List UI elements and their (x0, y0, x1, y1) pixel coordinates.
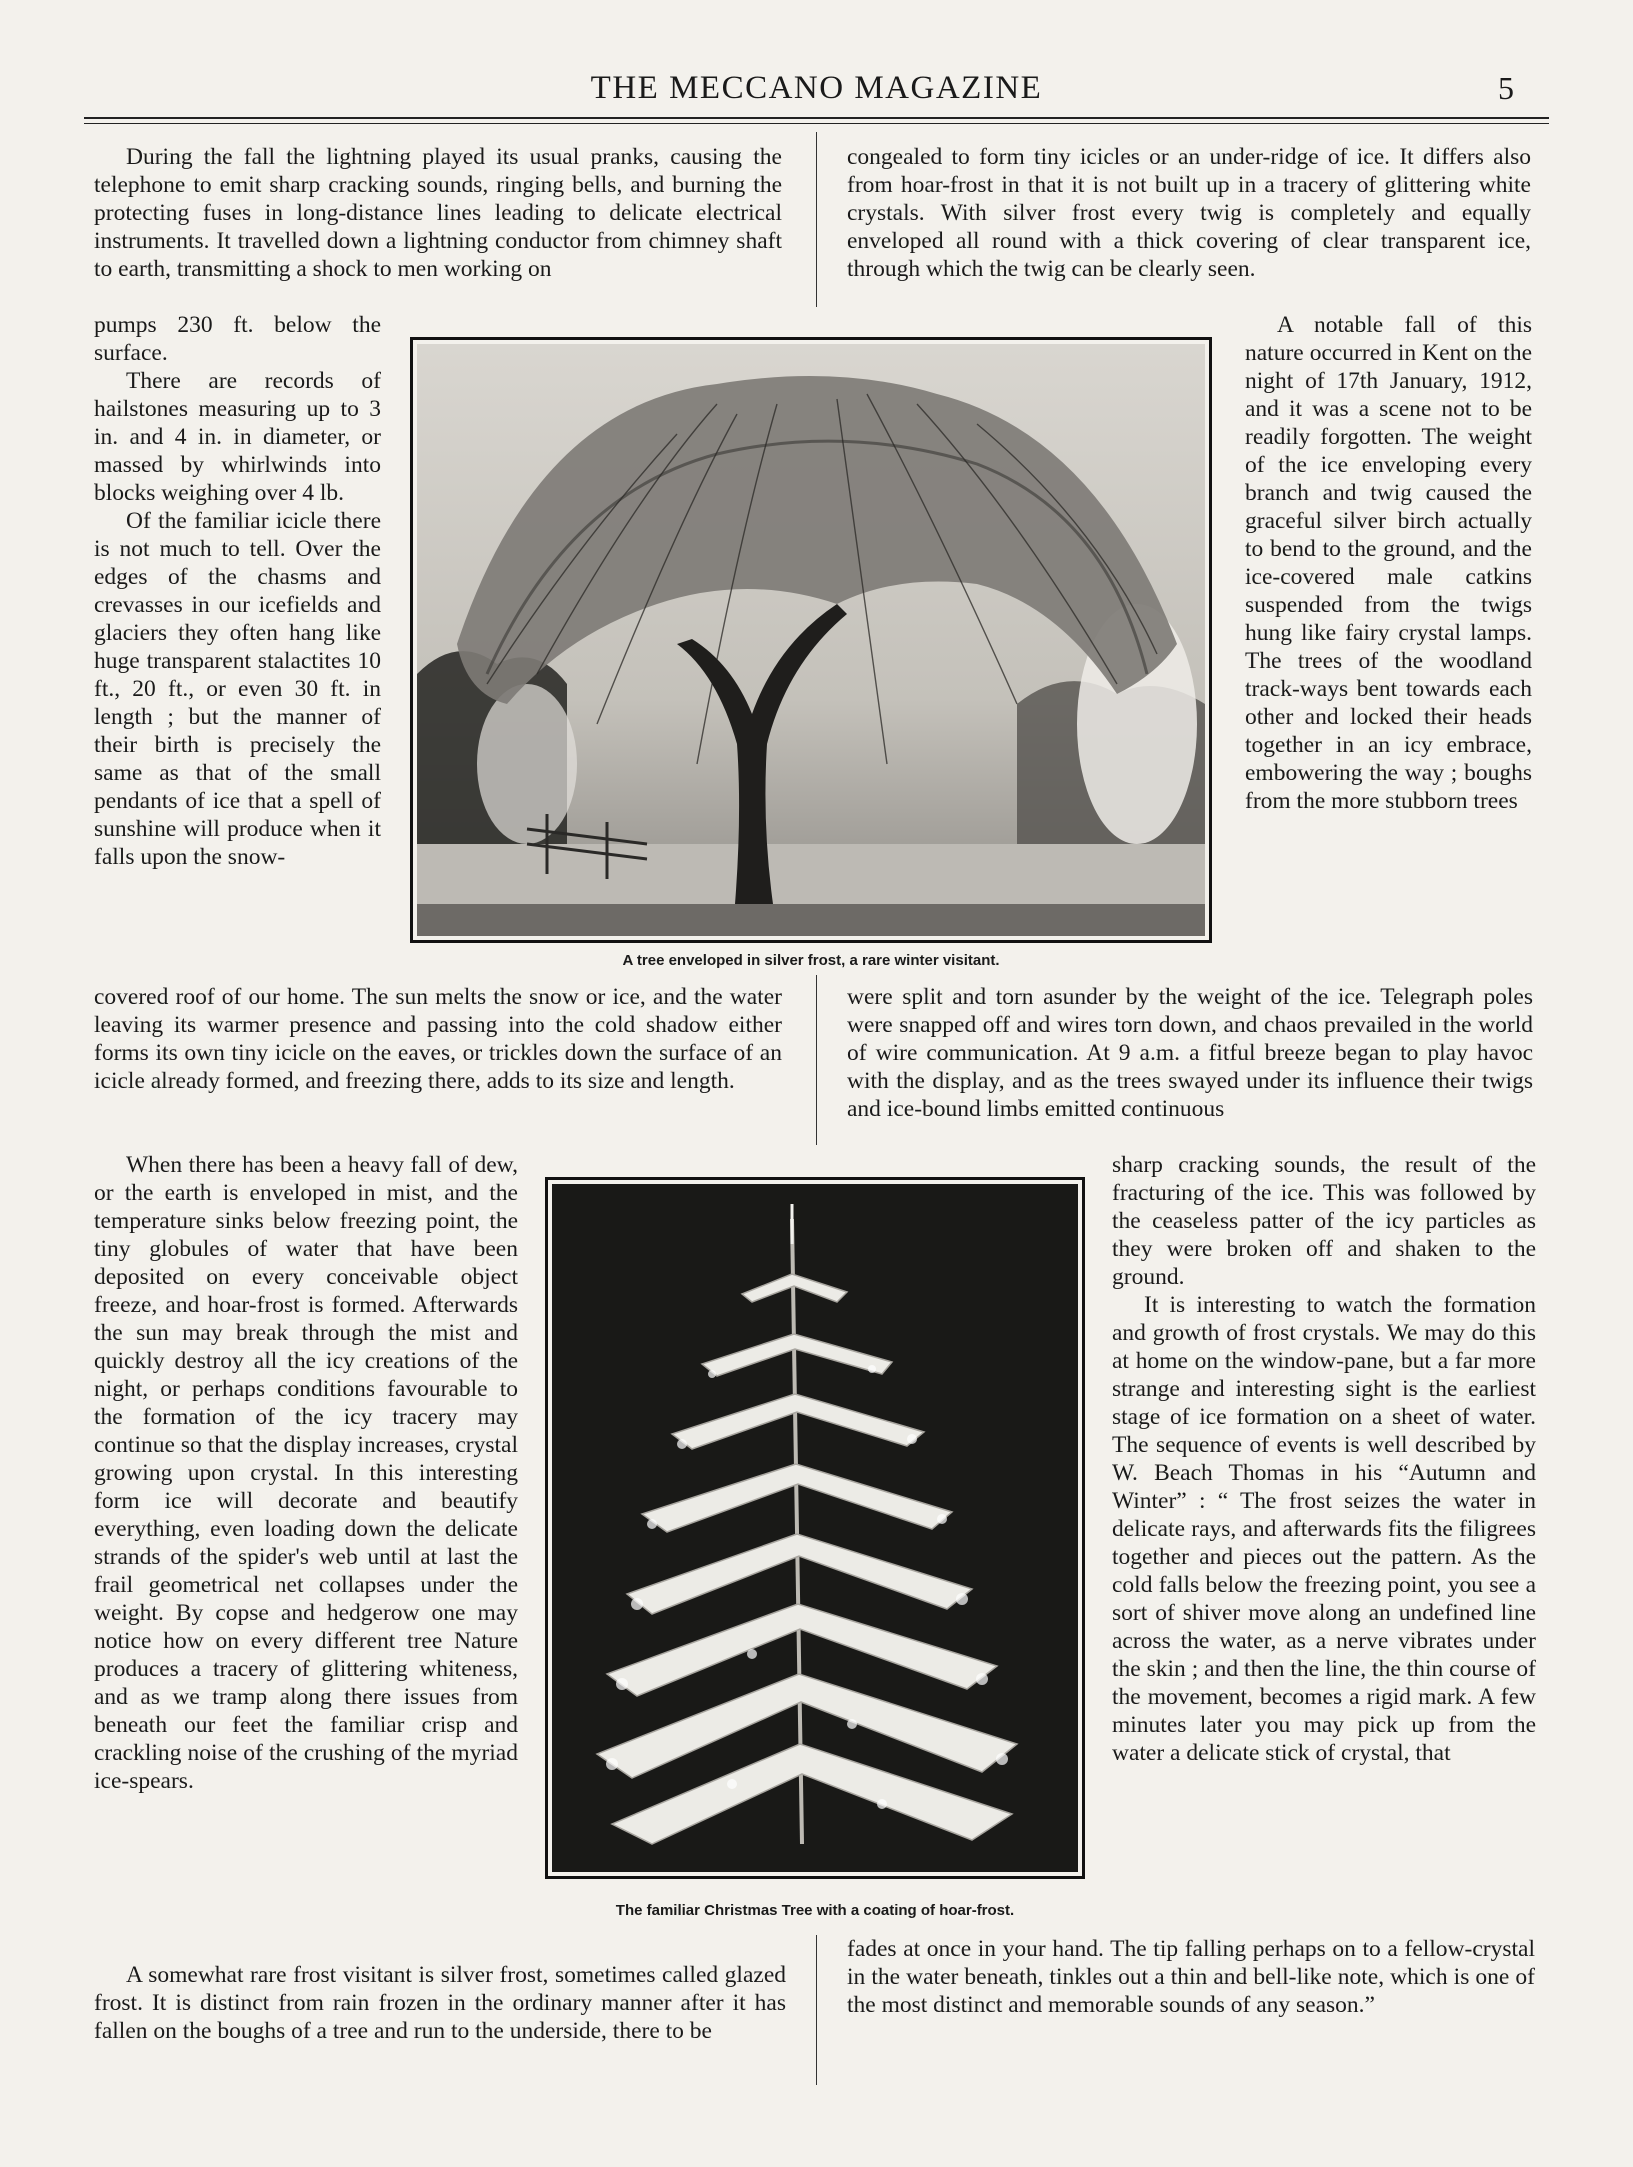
paragraph: It is interesting to watch the formation and growth of frost crystals. We may do this at home on the window-pane, but a far more strange and interesting sight is the earliest stage of ice formation on a sheet of water. The sequence of events is well described by W. Beach Thomas in his “Autumn and Winter” : “ The frost seizes the water in delicate rays, and afterwards fits the filigrees together and pieces out the pattern. As the cold falls below the freezing point, you see a sort of shiver move along an undefined line across the water, as a nerve vibrates under the skin ; and then the line, the thin course of the movement, becomes a rigid mark. A few minutes later you may pick up from the water a delicate stick of crystal, that (1112, 1292, 1536, 1766)
magazine-title: THE MECCANO MAGAZINE (590, 70, 1043, 106)
left-beside-christmas-tree-text: When there has been a heavy fall of dew, or the earth is enveloped in mist, and the temperature sinks below freezing point, the tiny globules of water that have been deposited on every conceivable object freeze, and hoar-frost is formed. Afterwards the sun may break through the mist and quickly destroy all the icy creations of the night, or perhaps conditions favourable to the formation of the icy tracery may continue so that the display increases, crystal growing upon crystal. In this interesting form ice will decorate and beautify everything, even loading down the delicate strands of the spider's web until at last the frail geometrical net collapses under the weight. By copse and hedgerow one may notice how on every different tree Nature produces a tracery of glittering whiteness, and as we tramp along there issues from beneath our feet the familiar crisp and crackling noise of the crushing of the myriad ice-spears. (94, 1152, 518, 1794)
paragraph: pumps 230 ft. below the surface. (94, 312, 381, 366)
silver-frost-tree-photo (410, 337, 1212, 943)
header-rule-thin (84, 123, 1549, 124)
paragraph: There are records of hailstones measuring up to 3 in. and 4 in. in diameter, or massed by whirlwinds into blocks weighing over 4 lb. (94, 368, 381, 506)
christmas-tree-photo-caption: The familiar Christmas Tree with a coating of hoar-frost. (615, 1902, 1015, 1919)
header-rule (84, 117, 1549, 119)
right-bottom-paragraph: fades at once in your hand. The tip falling perhaps on to a fellow-crystal in the water beneath, tinkles out a thin and bell-like note, which is one of the most distinct and memorable sounds of any season.” (847, 1936, 1535, 2018)
left-top-paragraph: During the fall the lightning played its usual pranks, causing the telephone to emit sharp cracking sounds, ringing bells, and burning the protecting fuses in long-distance lines leading to delicate electrical instruments. It travelled down a lightning conductor from chimney shaft to earth, transmitting a shock to men working on (94, 144, 782, 282)
left-bottom-paragraph: A somewhat rare frost visitant is silver frost, sometimes called glazed frost. It is distinct from rain frozen in the ordinary manner after it has fallen on the boughs of a tree and run to the underside, there to be (94, 1962, 786, 2044)
christmas-tree-photo (545, 1177, 1085, 1879)
page-number: 5 (1498, 70, 1514, 106)
column-divider-middle (816, 975, 817, 1145)
right-middle-paragraph: were split and torn asunder by the weight of the ice. Telegraph poles were snapped off and wires torn down, and chaos prevailed in the world of wire communication. At 9 a.m. a fitful breeze began to play havoc with the display, and as the trees swayed under its influence their twigs and ice-bound limbs emitted continuous (847, 984, 1533, 1122)
paragraph: sharp cracking sounds, the result of the fracturing of the ice. This was followed by the ceaseless patter of the icy particles as they were broken off and shaken to the ground. (1112, 1152, 1536, 1290)
right-beside-photo-text: A notable fall of this nature occurred in Kent on the night of 17th January, 1912, and it was a scene not to be readily forgotten. The weight of the ice enveloping every branch and twig caused the graceful silver birch actually to bend to the ground, and the ice-covered male catkins suspended from the twigs hung like fairy crystal lamps. The trees of the woodland track-ways bent towards each other and locked their heads together in an icy embrace, embowering the way ; boughs from the more stubborn trees (1245, 312, 1532, 814)
right-top-paragraph: congealed to form tiny icicles or an under-ridge of ice. It differs also from hoar-frost in that it is not built up in a tracery of glittering white crystals. With silver frost every twig is completely and equally enveloped all round with a thick covering of clear transparent ice, through which the twig can be clearly seen. (847, 144, 1531, 282)
column-divider-bottom (816, 1935, 817, 2085)
right-beside-christmas-tree-text (1112, 1151, 1536, 1767)
column-divider-top (816, 132, 817, 307)
paragraph: Of the familiar icicle there is not much to tell. Over the edges of the chasms and crevasses in our icefields and glaciers they often hang like huge transparent stalactites 10 ft., 20 ft., or even 30 ft. in length ; but the manner of their birth is precisely the same as that of the small pendants of ice that a spell of sunshine will produce when it falls upon the snow- (94, 508, 381, 870)
silver-frost-photo-caption: A tree enveloped in silver frost, a rare winter visitant. (622, 952, 1000, 969)
frosted-christmas-tree-image (552, 1184, 1078, 1872)
left-beside-photo-text (94, 311, 381, 871)
left-middle-paragraph: covered roof of our home. The sun melts the snow or ice, and the water leaving its warmer presence and passing into the cold shadow either forms its own tiny icicle on the eaves, or trickles down the surface of an icicle already formed, and freezing there, adds to its size and length. (94, 984, 782, 1094)
weeping-tree-image (417, 344, 1205, 936)
